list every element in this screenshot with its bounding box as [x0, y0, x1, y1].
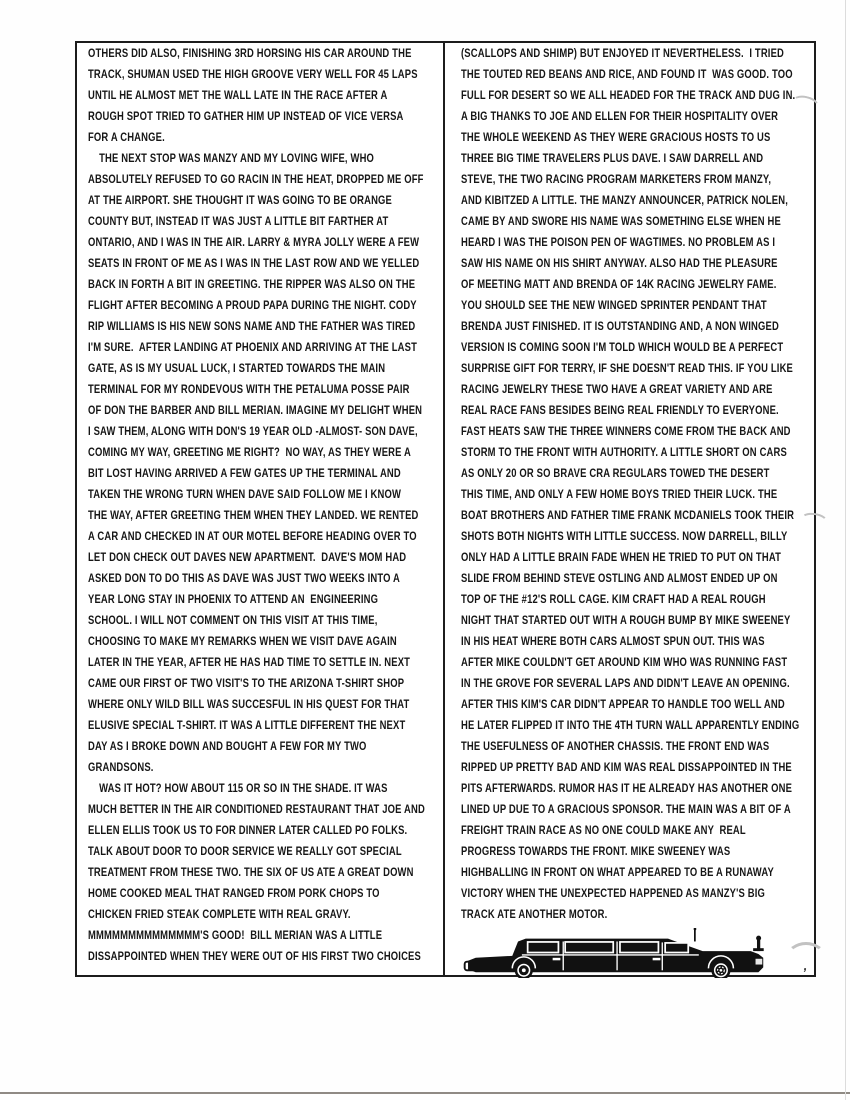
text-line: WHERE ONLY WILD BILL WAS SUCCESFUL IN HIS QUEST FOR THAT: [88, 699, 410, 711]
text-line: BOAT BROTHERS AND FATHER TIME FRANK MCDANIELS TOOK THEIR: [461, 510, 795, 522]
text-line: RACING JEWELRY THESE TWO HAVE A GREAT VARIETY AND ARE: [461, 384, 773, 396]
text-line: GATE, AS IS MY USUAL LUCK, I STARTED TOWARDS THE MAIN: [88, 363, 386, 375]
text-line: NIGHT THAT STARTED OUT WITH A ROUGH BUMP BY MIKE SWEENEY: [461, 615, 791, 627]
text-line: COUNTY BUT, INSTEAD IT WAS JUST A LITTLE BIT FARTHER AT: [88, 216, 389, 228]
text-line: BACK IN FORTH A BIT IN GREETING. THE RIPPER WAS ALSO ON THE: [88, 279, 416, 291]
text-column-right: [461, 44, 811, 926]
text-line: THIS TIME, AND ONLY A FEW HOME BOYS TRIED THEIR LUCK. THE: [461, 489, 778, 501]
text-line: AND KIBITZED A LITTLE. THE MANZY ANNOUNCER, PATRICK NOLEN,: [461, 195, 788, 207]
text-line: AFTER THIS KIM'S CAR DIDN'T APPEAR TO HANDLE TOO WELL AND: [461, 699, 785, 711]
text-line: RIP WILLIAMS IS HIS NEW SONS NAME AND THE FATHER WAS TIRED: [88, 321, 416, 333]
text-line: MUCH BETTER IN THE AIR CONDITIONED RESTAURANT THAT JOE AND: [88, 804, 425, 816]
text-line: I SAW THEM, ALONG WITH DON'S 19 YEAR OLD -ALMOST- SON DAVE,: [88, 426, 418, 438]
text-line: TREATMENT FROM THESE TWO. THE SIX OF US ATE A GREAT DOWN: [88, 867, 414, 879]
text-line: ABSOLUTELY REFUSED TO GO RACIN IN THE HEAT, DROPPED ME OFF: [88, 174, 424, 186]
text-line: HIGHBALLING IN FRONT ON WHAT APPEARED TO BE A RUNAWAY: [461, 867, 774, 879]
text-line: SAW HIS NAME ON HIS SHIRT ANYWAY. ALSO HAD THE PLEASURE: [461, 258, 778, 270]
text-line: REAL RACE FANS BESIDES BEING REAL FRIENDLY TO EVERYONE.: [461, 405, 779, 417]
text-line: TERMINAL FOR MY RONDEVOUS WITH THE PETALUMA POSSE PAIR: [88, 384, 410, 396]
text-line: ELUSIVE SPECIAL T-SHIRT. IT WAS A LITTLE DIFFERENT THE NEXT: [88, 720, 406, 732]
text-column-left: [88, 44, 433, 968]
text-line: SHOTS BOTH NIGHTS WITH LITTLE SUCCESS. NOW DARRELL, BILLY: [461, 531, 788, 543]
text-line: SURPRISE GIFT FOR TERRY, IF SHE DOESN'T READ THIS. IF YOU LIKE: [461, 363, 794, 375]
limousine-icon: [465, 928, 764, 978]
text-line: PITS AFTERWARDS. RUMOR HAS IT HE ALREADY HAS ANOTHER ONE: [461, 783, 793, 795]
limousine-illustration: [458, 928, 780, 978]
text-line: THE USEFULNESS OF ANOTHER CHASSIS. THE FRONT END WAS: [461, 741, 770, 753]
text-line: RIPPED UP PRETTY BAD AND KIM WAS REAL DISSAPPOINTED IN THE: [461, 762, 792, 774]
text-line: WAS IT HOT? HOW ABOUT 115 OR SO IN THE SHADE. IT WAS: [88, 783, 388, 795]
text-line: CHOOSING TO MAKE MY REMARKS WHEN WE VISIT DAVE AGAIN: [88, 636, 397, 648]
text-line: SLIDE FROM BEHIND STEVE OSTLING AND ALMOST ENDED UP ON: [461, 573, 778, 585]
corner-mark: ,: [802, 958, 809, 974]
text-line: THE WAY, AFTER GREETING THEM WHEN THEY LANDED. WE RENTED: [88, 510, 419, 522]
text-line: FAST HEATS SAW THE THREE WINNERS COME FROM THE BACK AND: [461, 426, 791, 438]
text-line: ROUGH SPOT TRIED TO GATHER HIM UP INSTEAD OF VICE VERSA: [88, 111, 404, 123]
text-line: TAKEN THE WRONG TURN WHEN DAVE SAID FOLLOW ME I KNOW: [88, 489, 402, 501]
text-line: FULL FOR DESERT SO WE ALL HEADED FOR THE TRACK AND DUG IN.: [461, 90, 796, 102]
text-line: HEARD I WAS THE POISON PEN OF WAGTIMES. NO PROBLEM AS I: [461, 237, 776, 249]
text-line: LATER IN THE YEAR, AFTER HE HAS HAD TIME TO SETTLE IN. NEXT: [88, 657, 411, 669]
text-line: OF DON THE BARBER AND BILL MERIAN. IMAGINE MY DELIGHT WHEN: [88, 405, 423, 417]
text-line: (SCALLOPS AND SHIMP) BUT ENJOYED IT NEVERTHELESS. I TRIED: [461, 48, 785, 60]
text-line: TRACK, SHUMAN USED THE HIGH GROOVE VERY WELL FOR 45 LAPS: [88, 69, 418, 81]
text-line: VICTORY WHEN THE UNEXPECTED HAPPENED AS MANZY'S BIG: [461, 888, 766, 900]
text-line: DAY AS I BROKE DOWN AND BOUGHT A FEW FOR MY TWO: [88, 741, 367, 753]
text-line: A BIG THANKS TO JOE AND ELLEN FOR THEIR HOSPITALITY OVER: [461, 111, 779, 123]
text-line: HE LATER FLIPPED IT INTO THE 4TH TURN WALL APPARENTLY ENDING: [461, 720, 800, 732]
text-line: COMING MY WAY, GREETING ME RIGHT? NO WAY, AS THEY WERE A: [88, 447, 412, 459]
text-line: YEAR LONG STAY IN PHOENIX TO ATTEND AN ENGINEERING: [88, 594, 379, 606]
text-line: BRENDA JUST FINISHED. IT IS OUTSTANDING AND, A NON WINGED: [461, 321, 779, 333]
text-line: YOU SHOULD SEE THE NEW WINGED SPRINTER PENDANT THAT: [461, 300, 767, 312]
text-line: IN THE GROVE FOR SEVERAL LAPS AND DIDN'T LEAVE AN OPENING.: [461, 678, 790, 690]
text-line: THREE BIG TIME TRAVELERS PLUS DAVE. I SAW DARRELL AND: [461, 153, 764, 165]
text-line: IN HIS HEAT WHERE BOTH CARS ALMOST SPUN OUT. THIS WAS: [461, 636, 765, 648]
text-line: PROGRESS TOWARDS THE FRONT. MIKE SWEENEY WAS: [461, 846, 731, 858]
text-line: OTHERS DID ALSO, FINISHING 3RD HORSING HIS CAR AROUND THE: [88, 48, 412, 60]
text-line: THE TOUTED RED BEANS AND RICE, AND FOUND IT WAS GOOD. TOO: [461, 69, 793, 81]
text-line: AS ONLY 20 OR SO BRAVE CRA REGULARS TOWED THE DESERT: [461, 468, 770, 480]
text-line: ELLEN ELLIS TOOK US TO FOR DINNER LATER CALLED PO FOLKS.: [88, 825, 408, 837]
text-line: FREIGHT TRAIN RACE AS NO ONE COULD MAKE ANY REAL: [461, 825, 746, 837]
text-line: BIT LOST HAVING ARRIVED A FEW GATES UP THE TERMINAL AND: [88, 468, 401, 480]
text-line: STEVE, THE TWO RACING PROGRAM MARKETERS FROM MANZY,: [461, 174, 772, 186]
text-line: TOP OF THE #12'S ROLL CAGE. KIM CRAFT HAD A REAL ROUGH: [461, 594, 766, 606]
text-line: I'M SURE. AFTER LANDING AT PHOENIX AND ARRIVING AT THE LAST: [88, 342, 418, 354]
text-line: AT THE AIRPORT. SHE THOUGHT IT WAS GOING TO BE ORANGE: [88, 195, 393, 207]
text-line: AFTER MIKE COULDN'T GET AROUND KIM WHO WAS RUNNING FAST: [461, 657, 788, 669]
text-line: THE NEXT STOP WAS MANZY AND MY LOVING WIFE, WHO: [88, 153, 375, 165]
text-line: SCHOOL. I WILL NOT COMMENT ON THIS VISIT AT THIS TIME,: [88, 615, 378, 627]
text-line: THE WHOLE WEEKEND AS THEY WERE GRACIOUS HOSTS TO US: [461, 132, 771, 144]
text-line: LET DON CHECK OUT DAVES NEW APARTMENT. DAVE'S MOM HAD: [88, 552, 407, 564]
text-line: CHICKEN FRIED STEAK COMPLETE WITH REAL GRAVY.: [88, 909, 351, 921]
text-line: CAME OUR FIRST OF TWO VISIT'S TO THE ARIZONA T-SHIRT SHOP: [88, 678, 405, 690]
text-line: OF MEETING MATT AND BRENDA OF 14K RACING JEWELRY FAME.: [461, 279, 777, 291]
text-line: ONLY HAD A LITTLE BRAIN FADE WHEN HE TRIED TO PUT ON THAT: [461, 552, 782, 564]
text-line: HOME COOKED MEAL THAT RANGED FROM PORK CHOPS TO: [88, 888, 380, 900]
text-line: TALK ABOUT DOOR TO DOOR SERVICE WE REALLY GOT SPECIAL: [88, 846, 402, 858]
text-line: MMMMMMMMMMMMMM'S GOOD! BILL MERIAN WAS A LITTLE: [88, 930, 383, 942]
column-divider: [443, 41, 445, 977]
text-line: DISSAPPOINTED WHEN THEY WERE OUT OF HIS FIRST TWO CHOICES: [88, 951, 421, 963]
scan-edge-line-bottom: [0, 1092, 850, 1094]
text-line: A CAR AND CHECKED IN AT OUR MOTEL BEFORE HEADING OVER TO: [88, 531, 417, 543]
text-line: FLIGHT AFTER BECOMING A PROUD PAPA DURING THE NIGHT. CODY: [88, 300, 417, 312]
text-line: LINED UP DUE TO A GRACIOUS SPONSOR. THE MAIN WAS A BIT OF A: [461, 804, 791, 816]
text-line: UNTIL HE ALMOST MET THE WALL LATE IN THE RACE AFTER A: [88, 90, 388, 102]
text-line: SEATS IN FRONT OF ME AS I WAS IN THE LAST ROW AND WE YELLED: [88, 258, 420, 270]
text-line: GRANDSONS.: [88, 762, 154, 774]
text-line: FOR A CHANGE.: [88, 132, 165, 144]
text-line: CAME BY AND SWORE HIS NAME WAS SOMETHING ELSE WHEN HE: [461, 216, 781, 228]
text-line: ASKED DON TO DO THIS AS DAVE WAS JUST TWO WEEKS INTO A: [88, 573, 401, 585]
text-line: STORM TO THE FRONT WITH AUTHORITY. A LITTLE SHORT ON CARS: [461, 447, 787, 459]
scan-edge-line-right: [845, 0, 846, 1100]
text-line: TRACK ATE ANOTHER MOTOR.: [461, 909, 608, 921]
text-line: ONTARIO, AND I WAS IN THE AIR. LARRY & MYRA JOLLY WERE A FEW: [88, 237, 420, 249]
text-line: VERSION IS COMING SOON I'M TOLD WHICH WOULD BE A PERFECT: [461, 342, 784, 354]
